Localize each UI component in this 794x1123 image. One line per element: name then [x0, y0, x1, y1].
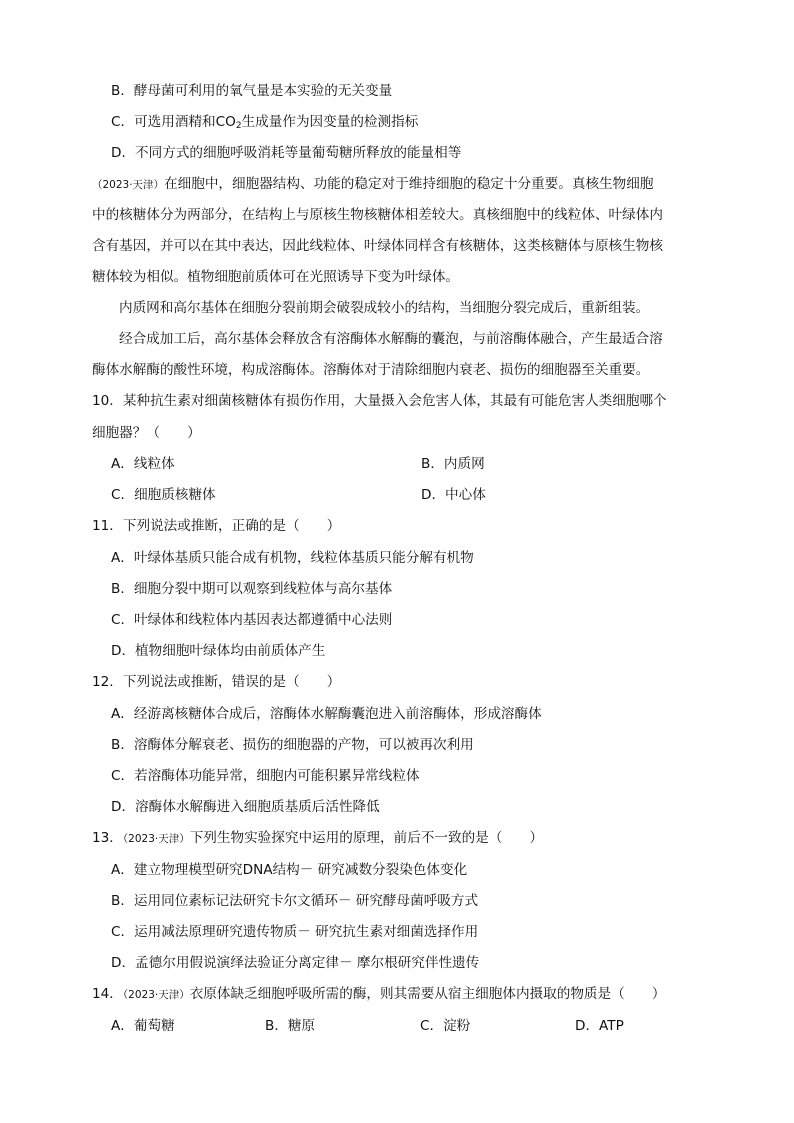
q13-stem-line [92, 828, 543, 849]
q9-option-b: B．酵母菌可利用的氧气量是本实验的无关变量 [111, 83, 393, 99]
q13-option-b: B．运用同位素标记法研究卡尔文循环－ 研究酵母菌呼吸方式 [111, 893, 479, 909]
q11-stem: 11．下列说法或推断，正确的是（ ） [92, 518, 341, 534]
q13-stem: 下列生物实验探究中运用的原理，前后不一致的是（ ） [189, 830, 544, 846]
q14-stem: 衣原体缺乏细胞呼吸所需的酶，则其需要从宿主细胞体内摄取的物质是（ ） [189, 986, 666, 1002]
q10-stem-1: 10．某种抗生素对细菌核糖体有损伤作用，大量摄入会危害人体，其最有可能危害人类细胞哪个 [92, 393, 667, 409]
q10-option-a: A．线粒体 [111, 456, 175, 472]
q12-option-c: C．若溶酶体功能异常，细胞内可能积累异常线粒体 [111, 768, 420, 784]
passage-p1-line-3: 含有基因，并可以在其中表达，因此线粒体、叶绿体同样含有核糖体，这类核糖体与原核生物核 [92, 238, 663, 254]
q9-option-d: D．不同方式的细胞呼吸消耗等量葡萄糖所释放的能量相等 [111, 145, 462, 161]
q14-number: 14． [92, 986, 123, 1002]
q10-option-b: B．内质网 [421, 456, 485, 472]
q13-option-a: A．建立物理模型研究DNA结构－ 研究减数分裂染色体变化 [111, 862, 468, 878]
q14-source: （2023·天津） [122, 989, 190, 1001]
passage-p1-line-1: 在细胞中，细胞器结构、功能的稳定对于维持细胞的稳定十分重要。真核生物细胞 [164, 176, 654, 192]
q13-source: （2023·天津） [122, 833, 190, 845]
q12-option-b: B．溶酶体分解衰老、损伤的细胞器的产物，可以被再次利用 [111, 737, 474, 753]
q14-option-d: D．ATP [575, 1018, 624, 1034]
q10-option-d: D．中心体 [421, 487, 486, 503]
q11-option-a: A．叶绿体基质只能合成有机物，线粒体基质只能分解有机物 [111, 550, 474, 566]
passage-p2: 内质网和高尔基体在细胞分裂前期会破裂成较小的结构，当细胞分裂完成后，重新组装。 [119, 300, 650, 316]
passage-p3-line-1: 经合成加工后，高尔基体会释放含有溶酶体水解酶的囊泡，与前溶酶体融合，产生最适合溶 [119, 331, 663, 347]
q14-option-b: B．糖原 [265, 1018, 316, 1034]
q10-option-c: C．细胞质核糖体 [111, 487, 216, 503]
passage-source: （2023·天津） [92, 179, 165, 191]
q13-option-c: C．运用减法原理研究遗传物质－ 研究抗生素对细菌选择作用 [111, 924, 479, 940]
q14-stem-line [92, 984, 666, 1005]
q11-option-d: D．植物细胞叶绿体均由前质体产生 [111, 643, 326, 659]
q9-option-c [111, 112, 418, 136]
q9-option-c-pre: C．可选用酒精和CO [111, 114, 236, 130]
q13-number: 13． [92, 830, 123, 846]
q13-option-d: D．孟德尔用假说演绎法验证分离定律－ 摩尔根研究伴性遗传 [111, 955, 480, 971]
q12-option-a: A．经游离核糖体合成后，溶酶体水解酶囊泡进入前溶酶体，形成溶酶体 [111, 706, 542, 722]
passage-p3-line-2: 酶体水解酶的酸性环境，构成溶酶体。溶酶体对于清除细胞内衰老、损伤的细胞器至关重要。 [92, 362, 650, 378]
q12-stem: 12．下列说法或推断，错误的是（ ） [92, 674, 341, 690]
q14-option-a: A．葡萄糖 [111, 1018, 175, 1034]
q11-option-c: C．叶绿体和线粒体内基因表达都遵循中心法则 [111, 612, 393, 628]
passage-p1-line-2: 中的核糖体分为两部分，在结构上与原核生物核糖体相差较大。真核细胞中的线粒体、叶绿体内 [92, 207, 663, 223]
q10-stem-2: 细胞器？（ ） [92, 425, 201, 441]
q12-option-d: D．溶酶体水解酶进入细胞质基质后活性降低 [111, 799, 380, 815]
passage-p1-line-4: 糖体较为相似。植物细胞前质体可在光照诱导下变为叶绿体。 [92, 269, 460, 285]
passage-line-1 [92, 174, 653, 195]
q11-option-b: B．细胞分裂中期可以观察到线粒体与高尔基体 [111, 581, 393, 597]
q14-option-c: C．淀粉 [420, 1018, 471, 1034]
q9-option-c-sub: 2 [235, 121, 242, 131]
q9-option-c-post: 生成量作为因变量的检测指标 [241, 114, 419, 130]
